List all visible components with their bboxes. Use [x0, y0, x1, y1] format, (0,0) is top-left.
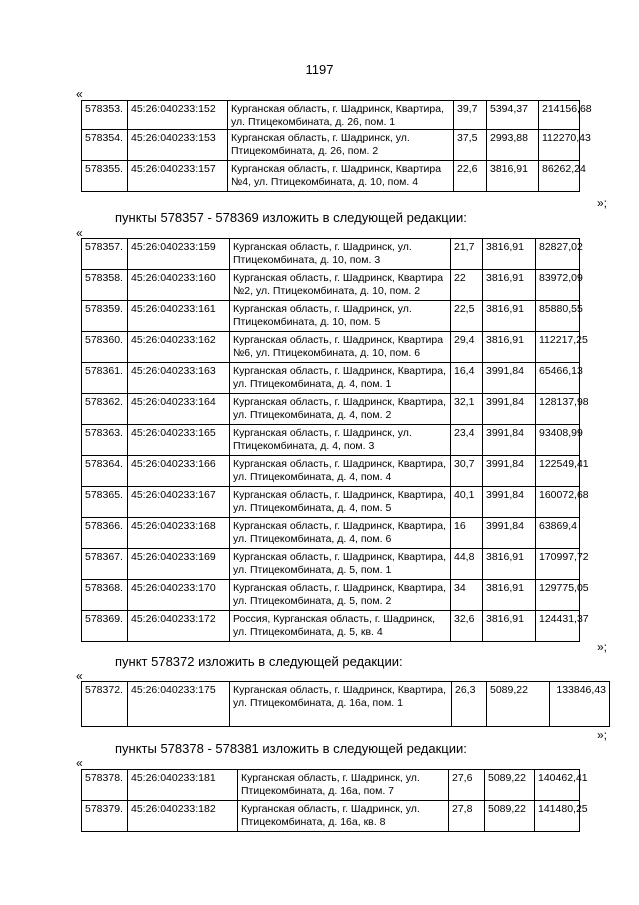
table-row [82, 161, 580, 192]
cell-rate: 3991,84 [483, 456, 536, 487]
table-row [82, 770, 580, 801]
cell-rate: 5394,37 [487, 101, 539, 130]
cell-value: 140462,41 [535, 770, 580, 801]
cell-area: 27,6 [449, 770, 485, 801]
quote-close: »; [597, 728, 608, 742]
cell-cad: 45:26:040233:157 [128, 161, 228, 192]
cell-value: 63869,4 [536, 518, 580, 549]
cell-addr: Курганская область, г. Шадринск, ул. Птицекомбината, д. 16а, кв. 8 [238, 801, 449, 832]
quote-open: « [76, 226, 83, 240]
register-table-3 [81, 681, 610, 727]
cell-value: 141480,25 [535, 801, 580, 832]
cell-value: 129775,05 [536, 580, 580, 611]
cell-value: 112217,25 [536, 332, 580, 363]
cell-rate: 5089,22 [487, 682, 550, 727]
cell-num: 578363. [82, 425, 128, 456]
table-row [82, 363, 580, 394]
cell-cad: 45:26:040233:175 [128, 682, 230, 727]
table-row [82, 801, 580, 832]
table-row [82, 518, 580, 549]
table-row [82, 425, 580, 456]
table-row [82, 270, 580, 301]
cell-value: 160072,68 [536, 487, 580, 518]
cell-num: 578362. [82, 394, 128, 425]
cell-cad: 45:26:040233:164 [128, 394, 230, 425]
cell-cad: 45:26:040233:170 [128, 580, 230, 611]
cell-addr: Курганская область, г. Шадринск, Квартира, ул. Птицекомбината, д. 26, пом. 1 [228, 101, 454, 130]
cell-addr: Курганская область, г. Шадринск, Квартира, ул. Птицекомбината, д. 4, пом. 1 [230, 363, 451, 394]
cell-addr: Курганская область, г. Шадринск, Квартира, ул. Птицекомбината, д. 4, пом. 2 [230, 394, 451, 425]
cell-area: 23,4 [451, 425, 483, 456]
instruction-1: пункты 578357 - 578369 изложить в следующей редакции: [115, 210, 467, 225]
cell-num: 578360. [82, 332, 128, 363]
cell-area: 44,8 [451, 549, 483, 580]
cell-area: 29,4 [451, 332, 483, 363]
cell-num: 578369. [82, 611, 128, 642]
cell-value: 82827,02 [536, 239, 580, 270]
cell-num: 578372. [82, 682, 128, 727]
cell-rate: 3816,91 [483, 270, 536, 301]
cell-addr: Курганская область, г. Шадринск, Квартира, ул. Птицекомбината, д. 4, пом. 4 [230, 456, 451, 487]
cell-num: 578364. [82, 456, 128, 487]
cell-area: 39,7 [454, 101, 487, 130]
table-row [82, 130, 580, 161]
cell-num: 578354. [82, 130, 128, 161]
table-row [82, 549, 580, 580]
cell-cad: 45:26:040233:182 [128, 801, 238, 832]
table-row [82, 611, 580, 642]
cell-num: 578365. [82, 487, 128, 518]
cell-rate: 3816,91 [483, 549, 536, 580]
cell-rate: 5089,22 [485, 770, 535, 801]
quote-open: « [76, 87, 83, 101]
cell-area: 21,7 [451, 239, 483, 270]
cell-cad: 45:26:040233:159 [128, 239, 230, 270]
cell-cad: 45:26:040233:162 [128, 332, 230, 363]
cell-cad: 45:26:040233:172 [128, 611, 230, 642]
quote-close: »; [597, 640, 608, 654]
table-row [82, 101, 580, 130]
cell-addr: Курганская область, г. Шадринск, ул. Птицекомбината, д. 26, пом. 2 [228, 130, 454, 161]
cell-value: 214156,68 [539, 101, 580, 130]
cell-rate: 5089,22 [485, 801, 535, 832]
cell-num: 578359. [82, 301, 128, 332]
cell-cad: 45:26:040233:160 [128, 270, 230, 301]
cell-addr: Курганская область, г. Шадринск, Квартира, ул. Птицекомбината, д. 4, пом. 6 [230, 518, 451, 549]
cell-num: 578366. [82, 518, 128, 549]
cell-rate: 3816,91 [483, 301, 536, 332]
cell-addr: Курганская область, г. Шадринск, ул. Птицекомбината, д. 10, пом. 3 [230, 239, 451, 270]
table-row [82, 332, 580, 363]
cell-addr: Курганская область, г. Шадринск, Квартира №6, ул. Птицекомбината, д. 10, пом. 6 [230, 332, 451, 363]
cell-cad: 45:26:040233:152 [128, 101, 228, 130]
cell-rate: 3816,91 [487, 161, 539, 192]
cell-area: 30,7 [451, 456, 483, 487]
cell-area: 32,6 [451, 611, 483, 642]
quote-close: »; [597, 196, 608, 210]
table-row [82, 394, 580, 425]
cell-rate: 3991,84 [483, 425, 536, 456]
cell-num: 578368. [82, 580, 128, 611]
instruction-2: пункт 578372 изложить в следующей редакции: [115, 654, 403, 669]
cell-value: 122549,41 [536, 456, 580, 487]
cell-num: 578379. [82, 801, 128, 832]
cell-value: 133846,43 [550, 682, 610, 727]
cell-addr: Курганская область, г. Шадринск, Квартира №4, ул. Птицекомбината, д. 10, пом. 4 [228, 161, 454, 192]
table-row [82, 580, 580, 611]
cell-value: 83972,09 [536, 270, 580, 301]
cell-addr: Курганская область, г. Шадринск, ул. Птицекомбината, д. 16а, пом. 7 [238, 770, 449, 801]
cell-area: 16 [451, 518, 483, 549]
cell-area: 22,5 [451, 301, 483, 332]
cell-cad: 45:26:040233:163 [128, 363, 230, 394]
cell-addr: Курганская область, г. Шадринск, Квартира, ул. Птицекомбината, д. 5, пом. 1 [230, 549, 451, 580]
cell-rate: 3991,84 [483, 394, 536, 425]
cell-cad: 45:26:040233:165 [128, 425, 230, 456]
cell-value: 112270,43 [539, 130, 580, 161]
cell-cad: 45:26:040233:153 [128, 130, 228, 161]
cell-rate: 2993,88 [487, 130, 539, 161]
cell-addr: Курганская область, г. Шадринск, Квартира, ул. Птицекомбината, д. 16а, пом. 1 [230, 682, 452, 727]
cell-addr: Курганская область, г. Шадринск, ул. Птицекомбината, д. 4, пом. 3 [230, 425, 451, 456]
cell-cad: 45:26:040233:181 [128, 770, 238, 801]
table-row [82, 301, 580, 332]
cell-value: 124431,37 [536, 611, 580, 642]
cell-area: 34 [451, 580, 483, 611]
cell-value: 86262,24 [539, 161, 580, 192]
cell-cad: 45:26:040233:161 [128, 301, 230, 332]
table-row [82, 487, 580, 518]
instruction-3: пункты 578378 - 578381 изложить в следующей редакции: [115, 741, 467, 756]
cell-cad: 45:26:040233:169 [128, 549, 230, 580]
cell-area: 27,8 [449, 801, 485, 832]
cell-rate: 3991,84 [483, 363, 536, 394]
cell-num: 578357. [82, 239, 128, 270]
cell-addr: Курганская область, г. Шадринск, Квартира, ул. Птицекомбината, д. 4, пом. 5 [230, 487, 451, 518]
cell-rate: 3816,91 [483, 580, 536, 611]
cell-area: 16,4 [451, 363, 483, 394]
table-row [82, 239, 580, 270]
cell-rate: 3991,84 [483, 518, 536, 549]
cell-area: 40,1 [451, 487, 483, 518]
cell-num: 578367. [82, 549, 128, 580]
cell-num: 578361. [82, 363, 128, 394]
cell-rate: 3816,91 [483, 332, 536, 363]
cell-addr: Курганская область, г. Шадринск, Квартира, ул. Птицекомбината, д. 5, пом. 2 [230, 580, 451, 611]
register-table-1 [81, 100, 592, 192]
cell-cad: 45:26:040233:167 [128, 487, 230, 518]
cell-value: 93408,99 [536, 425, 580, 456]
cell-area: 22 [451, 270, 483, 301]
cell-num: 578355. [82, 161, 128, 192]
cell-cad: 45:26:040233:168 [128, 518, 230, 549]
cell-value: 65466,13 [536, 363, 580, 394]
register-table-4 [81, 769, 588, 832]
cell-value: 128137,98 [536, 394, 580, 425]
cell-area: 37,5 [454, 130, 487, 161]
quote-open: « [76, 756, 83, 770]
cell-area: 26,3 [452, 682, 487, 727]
cell-value: 170997,72 [536, 549, 580, 580]
cell-num: 578353. [82, 101, 128, 130]
cell-area: 22,6 [454, 161, 487, 192]
cell-num: 578378. [82, 770, 128, 801]
page-number: 1197 [305, 62, 334, 77]
register-table-2 [81, 238, 589, 642]
cell-rate: 3816,91 [483, 239, 536, 270]
cell-addr: Курганская область, г. Шадринск, ул. Птицекомбината, д. 10, пом. 5 [230, 301, 451, 332]
cell-cad: 45:26:040233:166 [128, 456, 230, 487]
cell-rate: 3991,84 [483, 487, 536, 518]
cell-area: 32,1 [451, 394, 483, 425]
cell-rate: 3816,91 [483, 611, 536, 642]
cell-num: 578358. [82, 270, 128, 301]
cell-value: 85880,55 [536, 301, 580, 332]
cell-addr: Россия, Курганская область, г. Шадринск, ул. Птицекомбината, д. 5, кв. 4 [230, 611, 451, 642]
cell-addr: Курганская область, г. Шадринск, Квартира №2, ул. Птицекомбината, д. 10, пом. 2 [230, 270, 451, 301]
table-row [82, 456, 580, 487]
quote-open: « [76, 669, 83, 683]
table-row [82, 682, 610, 727]
